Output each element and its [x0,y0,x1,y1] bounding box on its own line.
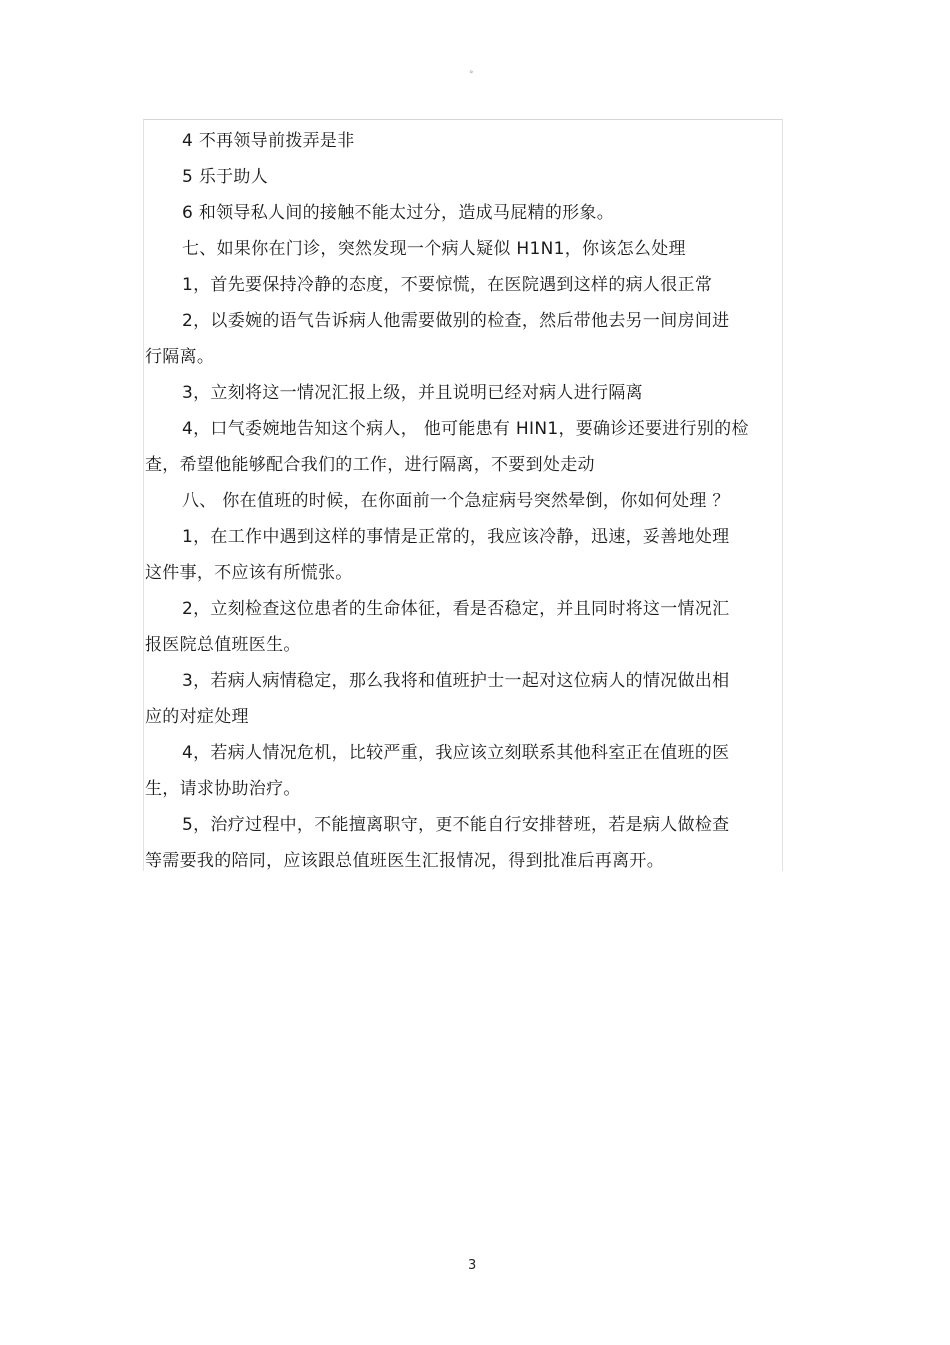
header-mark: ° [469,70,474,80]
text-line: 4 不再领导前拨弄是非 [182,131,355,151]
text-line: 4，若病人情况危机，比较严重，我应该立刻联系其他科室正在值班的医 [182,743,730,763]
text-line: 这件事，不应该有所慌张。 [145,563,353,583]
text-line: 生，请求协助治疗。 [145,779,301,799]
text-line: 等需要我的陪同，应该跟总值班医生汇报情况，得到批准后再离开。 [145,851,664,871]
text-line: 1，在工作中遇到这样的事情是正常的，我应该冷静，迅速，妥善地处理 [182,527,730,547]
section-heading: 八、 你在值班的时候，在你面前一个急症病号突然晕倒，你如何处理 ？ [182,491,730,511]
text-line: 2，立刻检查这位患者的生命体征，看是否稳定，并且同时将这一情况汇 [182,599,730,619]
text-line: 应的对症处理 [145,707,249,727]
text-line: 3，立刻将这一情况汇报上级，并且说明已经对病人进行隔离 [182,383,643,403]
text-line: 4，口气委婉地告知这个病人， 他可能患有 HIN1，要确诊还要进行别的检 [182,419,749,439]
text-line: 5 乐于助人 [182,167,269,187]
text-line: 1，首先要保持冷静的态度，不要惊慌，在医院遇到这样的病人很正常 [182,275,713,295]
text-line: 5，治疗过程中，不能擅离职守，更不能自行安排替班，若是病人做检查 [182,815,730,835]
text-line: 3，若病人病情稳定，那么我将和值班护士一起对这位病人的情况做出相 [182,671,730,691]
section-heading: 七、如果你在门诊，突然发现一个病人疑似 H1N1，你该怎么处理 [182,239,686,259]
text-line: 报医院总值班医生。 [145,635,301,655]
text-line: 行隔离。 [145,347,215,367]
text-line: 2，以委婉的语气告诉病人他需要做别的检查，然后带他去另一间房间进 [182,311,730,331]
text-line: 6 和领导私人间的接触不能太过分，造成马屁精的形象。 [182,203,615,223]
text-line: 查，希望他能够配合我们的工作，进行隔离，不要到处走动 [145,455,595,475]
page-number: 3 [468,1258,477,1273]
